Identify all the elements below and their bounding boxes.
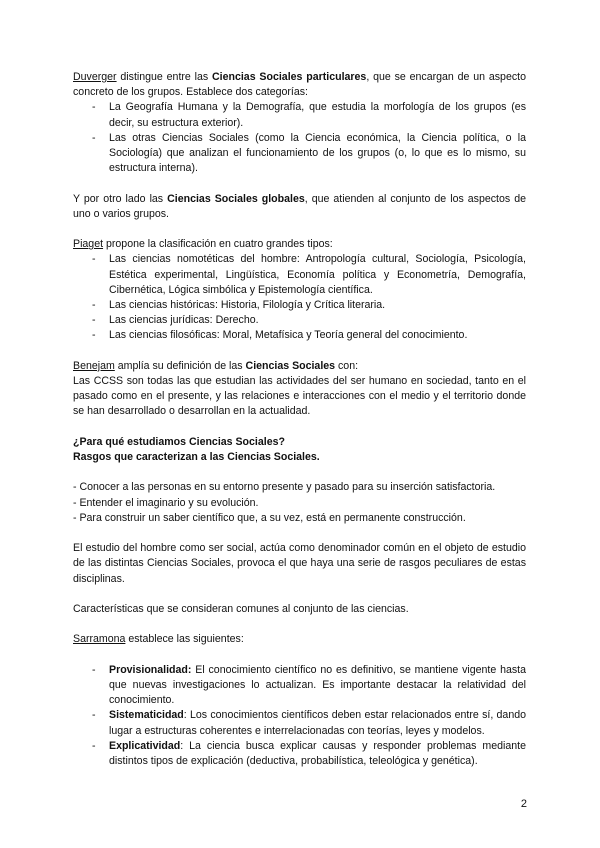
list-item: - Sistematicidad: Los conocimientos científicos deben estar relacionados entre sí, dando lugar a estructuras coherentes e interrelacionadas con teorías, leyes y modelos.: [92, 709, 526, 737]
paragraph-duverger: Duverger distingue entre las Ciencias Sociales particulares, que se encargan de un aspecto concreto de los grupos. Establece dos categorías:: [73, 71, 526, 99]
list-item: - Las ciencias filosóficas: Moral, Metafísica y Teoría general del conocimiento.: [92, 329, 468, 342]
list-item: - Las otras Ciencias Sociales (como la Ciencia económica, la Ciencia política, o la Sociología) que analizan el funcionamiento de los grupos (o, lo que es lo mismo, su estructura interna).: [92, 131, 526, 175]
author-benejam: Benejam: [73, 359, 115, 372]
author-sarramona: Sarramona: [73, 633, 126, 646]
heading-line-1: ¿Para qué estudiamos Ciencias Sociales?: [73, 435, 285, 448]
piaget-list: [73, 252, 526, 343]
list-item: - Explicatividad: La ciencia busca explicar causas y responder problemas mediante distintos tipos de explicación (deductiva, probabilística, teleológica y genética).: [92, 739, 526, 767]
paragraph-piaget: Piaget propone la clasificación en cuatro grandes tipos:: [73, 238, 333, 251]
list-item: - Provisionalidad: El conocimiento científico no es definitivo, se mantiene vigente hasta que nuevas investigaciones lo actualizan. Es importante destacar la relatividad del conocimiento.: [92, 663, 526, 707]
paragraph-sarramona: Sarramona establece las siguientes:: [73, 633, 244, 646]
paragraph-estudio-hombre: El estudio del hombre como ser social, actúa como denominador común en el objeto de estudio de las distintas Ciencias Sociales, provoca el que haya una serie de rasgos peculiares de estas disciplinas.: [73, 542, 526, 585]
sarramona-list: [73, 663, 526, 769]
heading-line-2: Rasgos que caracterizan a las Ciencias Sociales.: [73, 451, 320, 464]
paragraph-caracteristicas: Características que se consideran comunes al conjunto de las ciencias.: [73, 603, 409, 615]
section-heading: [73, 435, 526, 465]
paragraph-ccss-definition: Las CCSS son todas las que estudian las actividades del ser humano en sociedad, tanto en el pasado como en el presente, y las relaciones e interacciones con el medio y el territorio donde se han desarrollado o desarrollan en la actualidad.: [73, 375, 526, 418]
goal-line: - Entender el imaginario y su evolución.: [73, 496, 259, 509]
list-item: - Las ciencias nomotéticas del hombre: Antropología cultural, Sociología, Psicología, Estética experimental, Lingüística, Economía política y Econometría, Demografía, Cibernética, Lógica simbólica y Epistemología científica.: [92, 253, 526, 296]
list-item: - La Geografía Humana y la Demografía, que estudia la morfología de los grupos (es decir, su estructura exterior).: [92, 101, 526, 129]
goal-line: - Conocer a las personas en su entorno presente y pasado para su inserción satisfactoria.: [73, 481, 496, 494]
duverger-list: [73, 100, 526, 176]
author-duverger: Duverger: [73, 71, 117, 83]
page-number: 2: [520, 798, 527, 810]
author-piaget: Piaget: [73, 238, 104, 251]
list-item: - Las ciencias históricas: Historia, Filología y Crítica literaria.: [92, 299, 386, 312]
paragraph-globales: Y por otro lado las Ciencias Sociales globales, que atienden al conjunto de los aspectos de uno o varios grupos.: [73, 192, 526, 220]
document-page: [73, 70, 526, 769]
paragraph-benejam: Benejam amplía su definición de las Ciencias Sociales con:: [73, 359, 359, 372]
goal-line: - Para construir un saber científico que, a su vez, está en permanente construcción.: [73, 511, 466, 524]
list-item: - Las ciencias jurídicas: Derecho.: [92, 314, 259, 327]
